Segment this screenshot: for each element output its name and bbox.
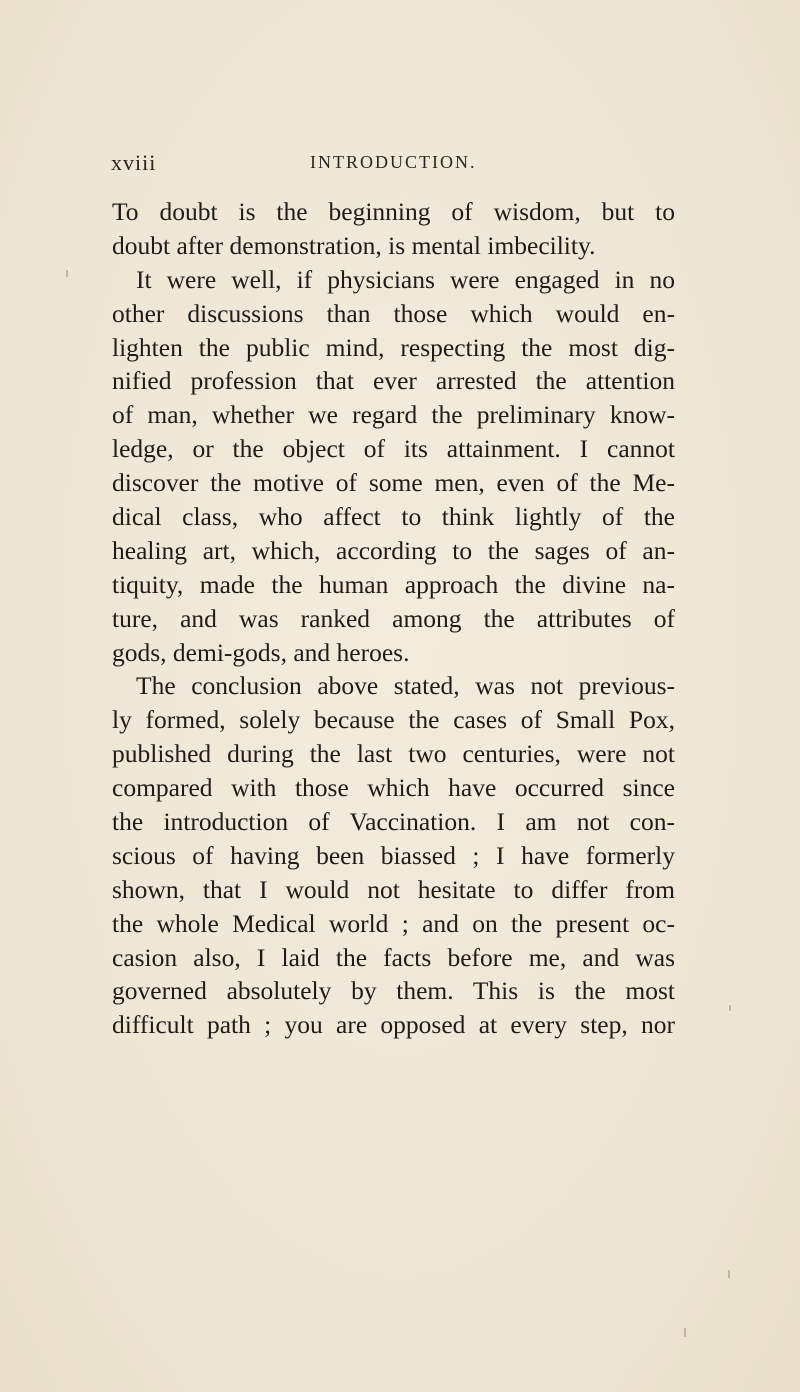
running-head: INTRODUCTION. xyxy=(310,152,477,172)
text-line: To doubt is the beginning of wisdom, but to xyxy=(112,197,675,226)
text-line: casion also, I laid the facts before me, and was xyxy=(112,942,675,972)
paper-speck xyxy=(66,270,68,277)
text-line: difficult path ; you are opposed at every step, nor xyxy=(112,1010,675,1040)
text-line: of man, whether we regard the preliminary know- xyxy=(112,400,675,430)
text-line: published during the last two centuries, were not xyxy=(112,739,675,769)
text-line: other discussions than those which would en- xyxy=(112,298,675,328)
paper-speck xyxy=(729,1005,731,1011)
text-line: lighten the public mind, respecting the most dig- xyxy=(112,332,675,362)
text-line: ledge, or the object of its attainment. I cannot xyxy=(112,434,675,464)
text-line: healing art, which, according to the sages of an- xyxy=(112,535,675,565)
text-line: compared with those which have occurred since xyxy=(112,773,675,803)
text-line: It were well, if physicians were engaged in no xyxy=(136,264,675,294)
page-header xyxy=(111,150,671,178)
text-line: nified profession that ever arrested the attention xyxy=(112,366,675,396)
text-line: ture, and was ranked among the attributes of xyxy=(112,603,675,633)
text-line: the introduction of Vaccination. I am not con- xyxy=(112,807,675,837)
text-line: governed absolutely by them. This is the most xyxy=(112,976,675,1006)
text-line: shown, that I would not hesitate to differ from xyxy=(112,874,675,904)
paper-speck xyxy=(684,1328,686,1337)
text-line: The conclusion above stated, was not previous- xyxy=(136,671,675,701)
text-line: scious of having been biassed ; I have formerly xyxy=(112,840,675,870)
text-line: tiquity, made the human approach the divine na- xyxy=(112,569,675,599)
text-line: discover the motive of some men, even of the Me- xyxy=(112,468,675,498)
text-line: ly formed, solely because the cases of Small Pox, xyxy=(112,705,675,735)
text-line: dical class, who affect to think lightly of the xyxy=(112,502,675,532)
body-text xyxy=(112,195,675,1042)
text-line: the whole Medical world ; and on the present oc- xyxy=(112,908,675,938)
page-number: xviii xyxy=(111,150,157,175)
text-line: doubt after demonstration, is mental imbecility. xyxy=(112,230,596,260)
paper-speck xyxy=(728,1270,730,1278)
text-line: gods, demi-gods, and heroes. xyxy=(112,637,410,667)
